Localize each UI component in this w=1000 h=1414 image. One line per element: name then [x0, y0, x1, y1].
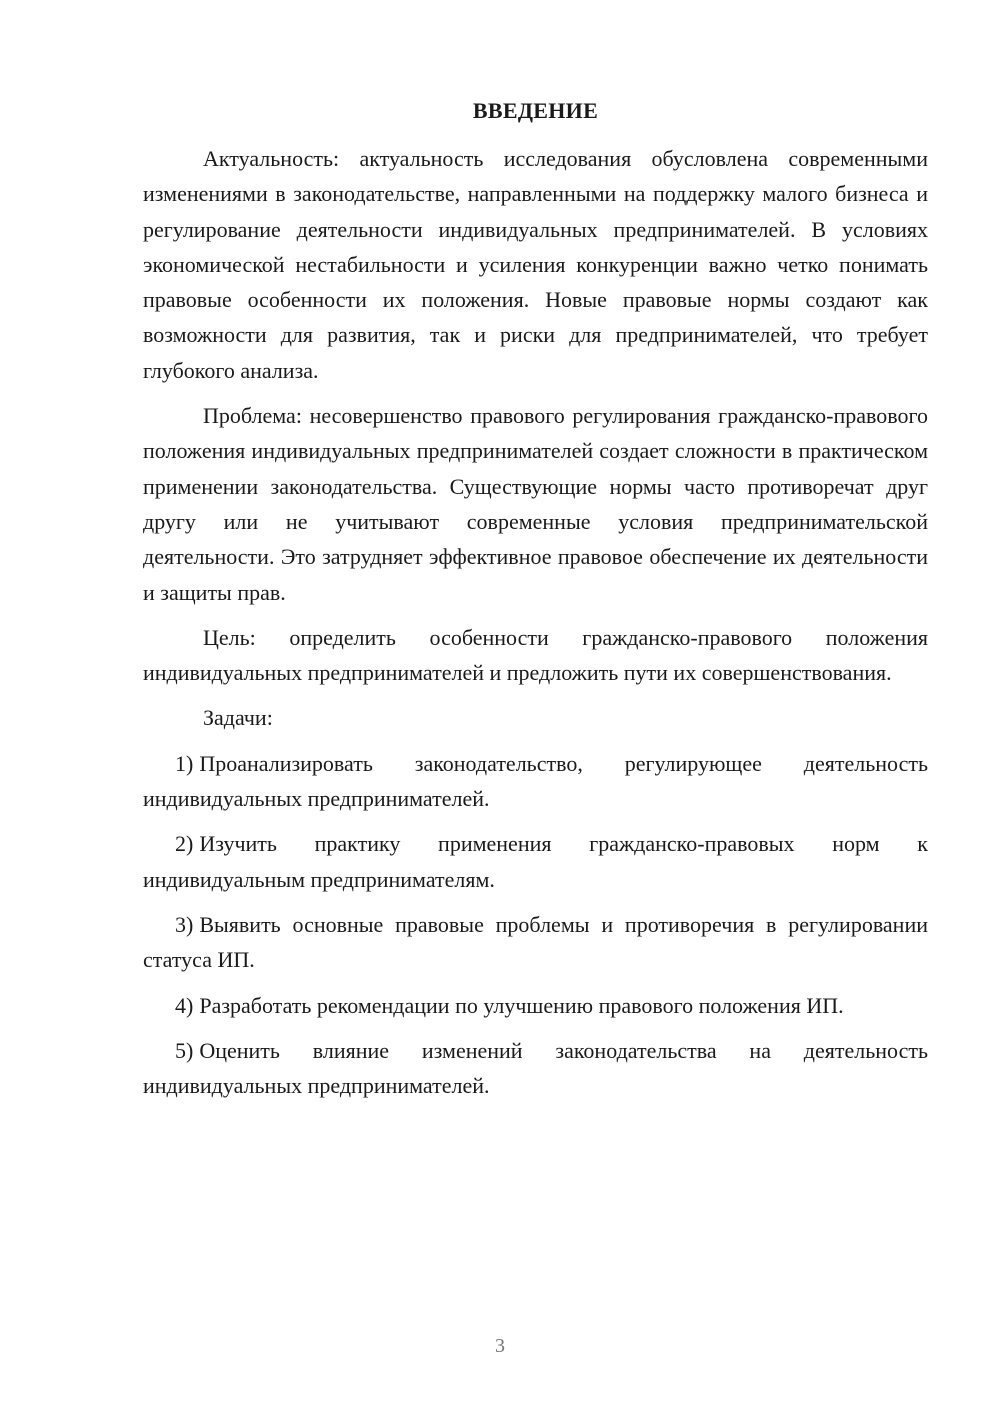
task-item [143, 988, 928, 1023]
task-item [143, 1033, 928, 1104]
paragraph-relevance: Актуальность: актуальность исследования обусловлена современными изменениями в законодательстве, направленными на поддержку малого бизнеса и регулирование деятельности индивидуальных предпринимателей. В условиях экономической нестабильности и усиления конкуренции важно четко понимать правовые особенности их положения. Новые правовые нормы создают как возможности для развития, так и риски для предпринимателей, что требует глубокого анализа. [143, 146, 928, 383]
task-number: 4) [175, 992, 194, 1018]
tasks-heading: Задачи: [203, 705, 273, 731]
document-page [143, 95, 928, 1113]
paragraph-goal: Цель: определить особенности гражданско-правового положения индивидуальных предпринимателей и предложить пути их совершенствования. [143, 624, 928, 686]
paragraph-problem: Проблема: несовершенство правового регулирования гражданско-правового положения индивидуальных предпринимателей создает сложности в практическом применении законодательства. Существующие нормы часто противоречат друг другу или не учитывают современные условия предпринимательской деятельности. Это затрудняет эффективное правовое обеспечение их деятельности и защиты прав. [143, 403, 928, 605]
task-number: 1) [175, 750, 194, 776]
task-item [143, 826, 928, 897]
task-number: 5) [175, 1037, 194, 1063]
task-text: Изучить практику применения гражданско-правовых норм к индивидуальным предпринимателям. [143, 831, 928, 892]
task-item [143, 746, 928, 817]
task-number: 3) [175, 911, 194, 937]
task-number: 2) [175, 831, 194, 857]
task-text: Разработать рекомендации по улучшению правового положения ИП. [199, 992, 844, 1018]
page-title: ВВЕДЕНИЕ [472, 98, 599, 123]
page-number: 3 [495, 1335, 505, 1357]
task-text: Оценить влияние изменений законодательства на деятельность индивидуальных предпринимателей. [143, 1037, 928, 1099]
task-text: Выявить основные правовые проблемы и противоречия в регулировании статуса ИП. [143, 911, 928, 973]
task-item [143, 907, 928, 978]
task-text: Проанализировать законодательство, регулирующее деятельность индивидуальных предпринимателей. [143, 750, 928, 812]
